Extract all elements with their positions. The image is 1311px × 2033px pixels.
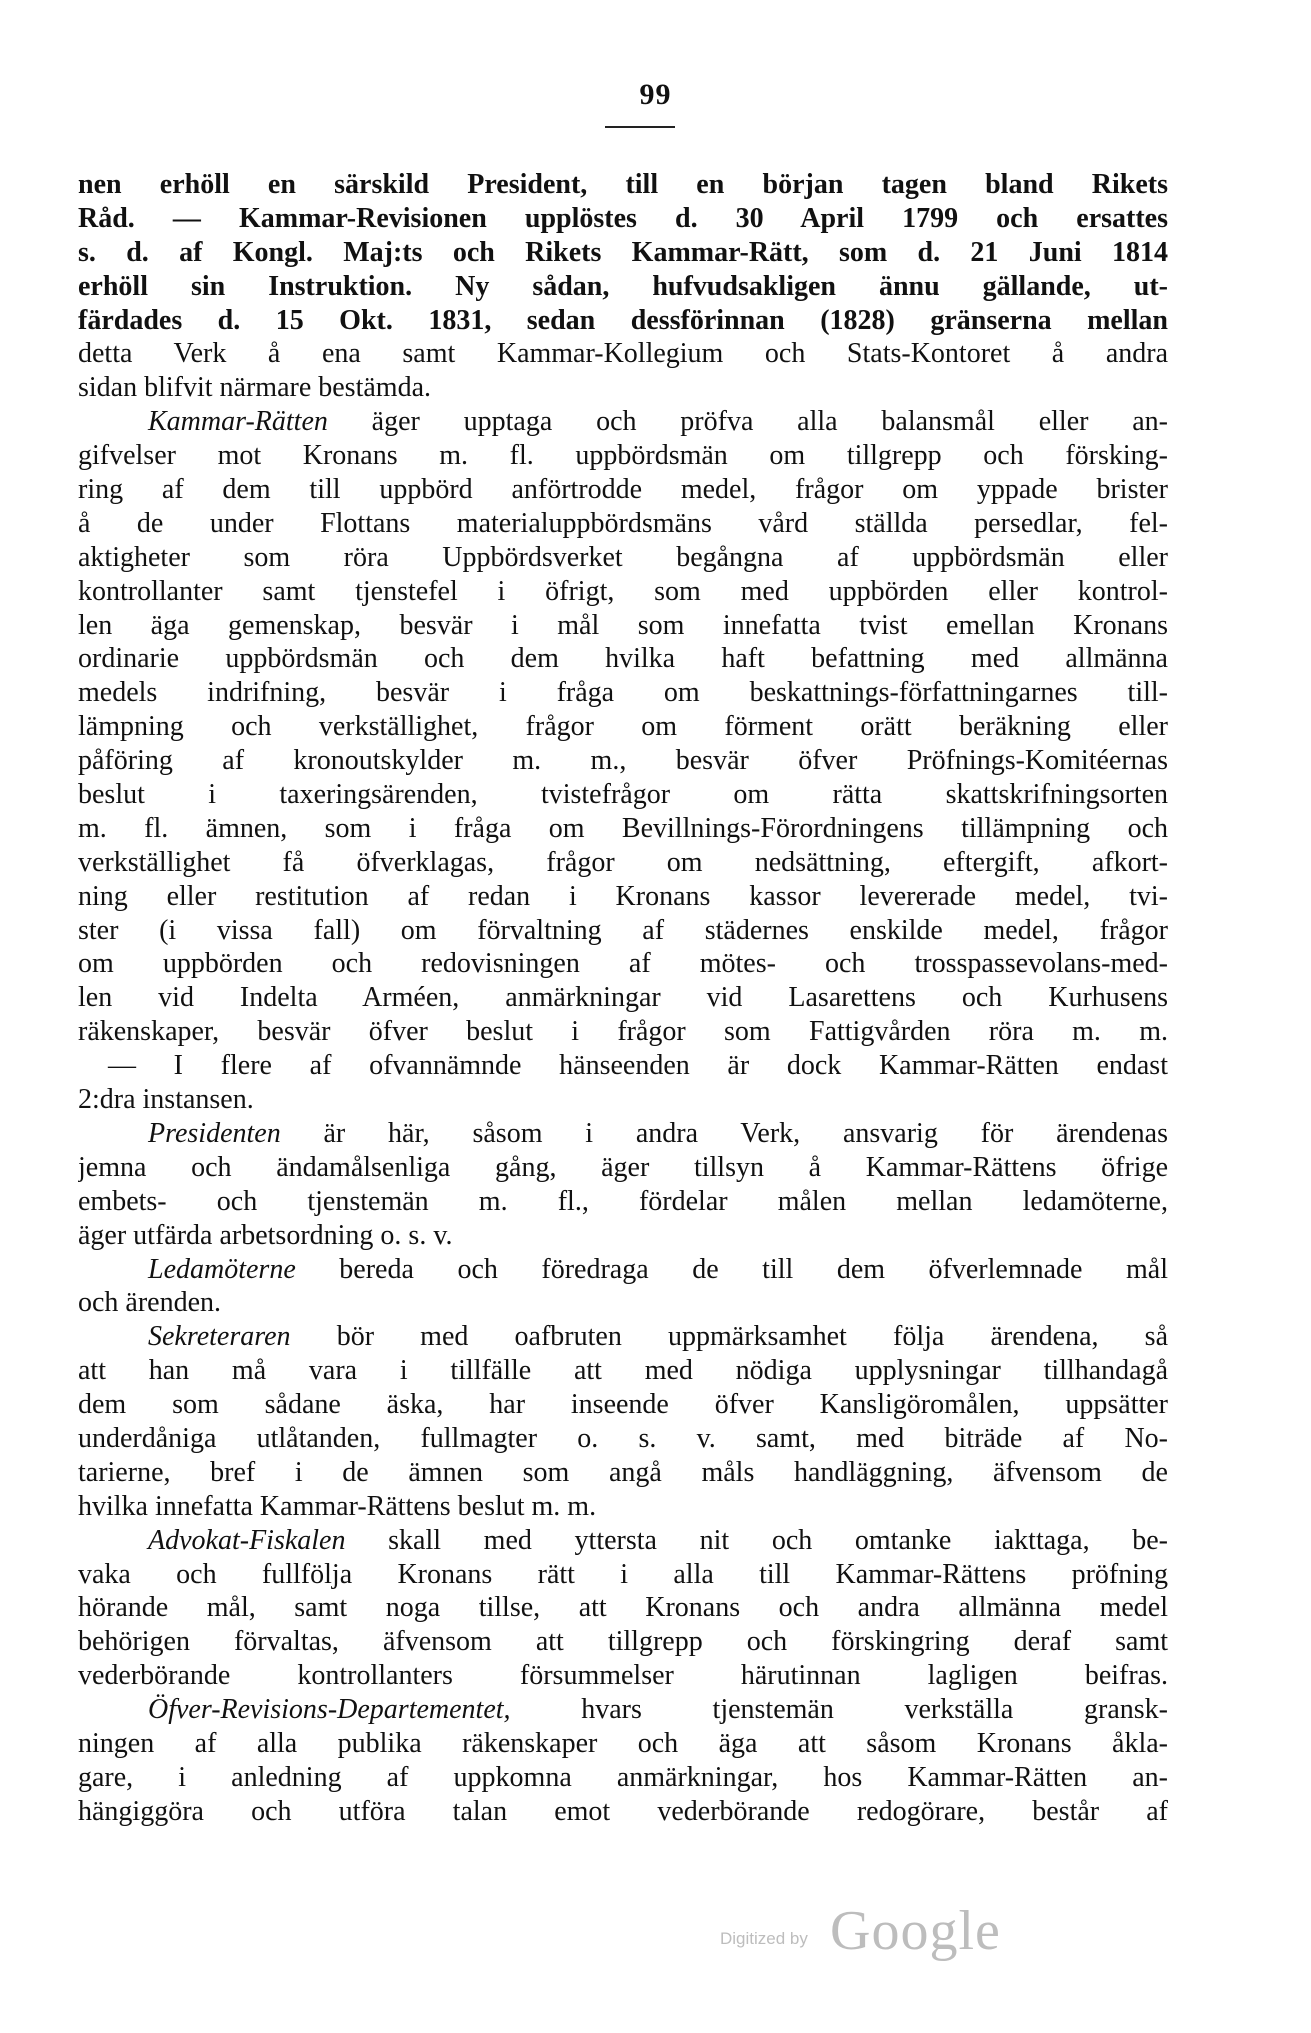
line-text: att han må vara i tillfälle att med nödiga upplysningar tillhandagå	[78, 1355, 1168, 1387]
text-line	[78, 1185, 1168, 1219]
text-line	[78, 304, 1168, 338]
text-line	[78, 846, 1168, 880]
line-text: medels indrifning, besvär i fråga om beskattnings-författningarnes till-	[78, 677, 1168, 709]
line-text: är här, såsom i andra Verk, ansvarig för ärendenas	[280, 1117, 1168, 1149]
text-line	[78, 1253, 1168, 1287]
text-line	[78, 1354, 1168, 1388]
line-text: dem som sådane äska, har inseende öfver Kansligöromålen, uppsätter	[78, 1389, 1168, 1421]
text-line	[78, 439, 1168, 473]
header-rule	[605, 126, 675, 128]
line-text: len vid Indelta Arméen, anmärkningar vid Lasarettens och Kurhusens	[78, 982, 1168, 1014]
line-text: hörande mål, samt noga tillse, att Kronans och andra allmänna medel	[78, 1592, 1168, 1624]
text-line	[78, 1015, 1168, 1049]
text-line	[78, 371, 1168, 405]
text-line	[78, 1117, 1168, 1151]
line-text: detta Verk å ena samt Kammar-Kollegium och Stats-Kontoret å andra	[78, 338, 1168, 370]
line-text: ster (i vissa fall) om förvaltning af städernes enskilde medel, frågor	[78, 914, 1168, 946]
line-text: skall med yttersta nit och omtanke iakttaga, be-	[345, 1524, 1168, 1556]
line-text: embets- och tjenstemän m. fl., fördelar målen mellan ledamöterne,	[78, 1185, 1168, 1217]
text-line	[78, 710, 1168, 744]
text-line	[78, 575, 1168, 609]
text-line	[78, 270, 1168, 304]
line-text: påföring af kronoutskylder m. m., besvär öfver Pröfnings-Komitéernas	[78, 745, 1168, 777]
text-line	[78, 405, 1168, 439]
line-text: ningen af alla publika räkenskaper och äga att såsom Kronans åkla-	[78, 1727, 1168, 1759]
digitized-watermark	[720, 1900, 1100, 1963]
text-line	[78, 914, 1168, 948]
text-line	[78, 778, 1168, 812]
text-line	[78, 981, 1168, 1015]
text-line	[78, 1490, 1168, 1524]
line-text: om uppbörden och redovisningen af mötes- och trosspassevolans-med-	[78, 948, 1168, 980]
text-line	[78, 642, 1168, 676]
line-text: aktigheter som röra Uppbördsverket begångna af uppbördsmän eller	[78, 541, 1168, 573]
text-line	[78, 1320, 1168, 1354]
line-text: ning eller restitution af redan i Kronans kassor levererade medel, tvi-	[78, 880, 1168, 912]
text-line	[78, 1591, 1168, 1625]
line-text: äger upptaga och pröfva alla balansmål eller an-	[327, 406, 1168, 438]
text-line	[78, 609, 1168, 643]
line-text: räkenskaper, besvär öfver beslut i frågor som Fattigvården röra m. m.	[78, 1016, 1168, 1048]
text-line	[78, 812, 1168, 846]
line-text: vaka och fullfölja Kronans rätt i alla till Kammar-Rättens pröfning	[78, 1558, 1168, 1590]
text-line	[78, 1727, 1168, 1761]
line-text: sidan blifvit närmare bestämda.	[78, 372, 431, 404]
text-line	[78, 1558, 1168, 1592]
line-text: vederbörande kontrollanters försummelser härutinnan lagligen beifras.	[78, 1660, 1168, 1692]
text-line	[78, 676, 1168, 710]
line-text: behörigen förvaltas, äfvensom att tillgrepp och förskingring deraf samt	[78, 1626, 1168, 1658]
watermark-digitized-by: Digitized by	[720, 1929, 808, 1948]
line-text: lämpning och verkställighet, frågor om förment orätt beräkning eller	[78, 711, 1168, 743]
line-text: gare, i anledning af uppkomna anmärkningar, hos Kammar-Rätten an-	[78, 1761, 1168, 1793]
line-text: hvilka innefatta Kammar-Rättens beslut m. m.	[78, 1490, 597, 1522]
line-text: erhöll sin Instruktion. Ny sådan, hufvudsakligen ännu gällande, ut-	[78, 270, 1168, 302]
text-line	[78, 1659, 1168, 1693]
text-line	[78, 1693, 1168, 1727]
line-text: 2:dra instansen.	[78, 1084, 254, 1116]
text-line	[78, 1625, 1168, 1659]
text-line	[78, 1456, 1168, 1490]
line-text: äger utfärda arbetsordning o. s. v.	[78, 1219, 453, 1251]
line-text: jemna och ändamålsenliga gång, äger tillsyn å Kammar-Rättens öfrige	[78, 1151, 1168, 1183]
text-line	[78, 1219, 1168, 1253]
line-text: — I flere af ofvannämnde hänseenden är dock Kammar-Rätten endast	[108, 1050, 1168, 1082]
line-text: å de under Flottans materialuppbördsmäns vård ställda persedlar, fel-	[78, 507, 1168, 539]
text-line	[78, 1286, 1168, 1320]
line-text: bereda och föredraga de till dem öfverlemnade mål	[295, 1253, 1168, 1285]
text-line	[78, 541, 1168, 575]
line-text: nen erhöll en särskild President, till en början tagen bland Rikets	[78, 169, 1168, 200]
text-line	[78, 1049, 1168, 1083]
text-line	[78, 507, 1168, 541]
line-text: hvars tjenstemän verkställa gransk-	[510, 1694, 1168, 1726]
line-text: len äga gemenskap, besvär i mål som innefatta tvist emellan Kronans	[78, 609, 1168, 641]
line-text: beslut i taxeringsärenden, tvistefrågor om rätta skattskrifningsorten	[78, 779, 1168, 811]
text-line	[78, 168, 1168, 202]
paragraph-lead-term: Presidenten	[148, 1117, 281, 1149]
line-text: hängiggöra och utföra talan emot vederbörande redogörare, består af	[78, 1795, 1168, 1827]
line-text: bör med oafbruten uppmärksamhet följa ärendena, så	[290, 1321, 1168, 1353]
watermark-google-logo: Google	[830, 1900, 1001, 1962]
text-line	[78, 1761, 1168, 1795]
text-line	[78, 202, 1168, 236]
line-text: kontrollanter samt tjenstefel i öfrigt, som med uppbörden eller kontrol-	[78, 575, 1168, 607]
line-text: färdades d. 15 Okt. 1831, sedan dessförinnan (1828) gränserna mellan	[78, 304, 1168, 336]
line-text: ring af dem till uppbörd anförtrodde medel, frågor om yppade brister	[78, 474, 1168, 506]
text-line	[78, 1151, 1168, 1185]
line-text: gifvelser mot Kronans m. fl. uppbördsmän om tillgrepp och försking-	[78, 440, 1168, 472]
text-line	[78, 1795, 1168, 1829]
text-line	[78, 236, 1168, 270]
line-text: m. fl. ämnen, som i fråga om Bevillnings-Förordningens tillämpning och	[78, 812, 1168, 844]
text-line	[78, 337, 1168, 371]
text-line	[78, 744, 1168, 778]
line-text: s. d. af Kongl. Maj:ts och Rikets Kammar-Rätt, som d. 21 Juni 1814	[78, 236, 1168, 268]
line-text: tarierne, bref i de ämnen som angå måls handläggning, äfvensom de	[78, 1456, 1168, 1488]
text-line	[78, 947, 1168, 981]
text-line	[78, 1422, 1168, 1456]
paragraph-lead-term: Sekreteraren	[148, 1321, 291, 1353]
paragraph-lead-term: Advokat-Fiskalen	[148, 1524, 346, 1556]
paragraph-lead-term: Ledamöterne	[148, 1253, 296, 1285]
body-text	[78, 168, 1168, 1829]
text-line	[78, 473, 1168, 507]
line-text: och ärenden.	[78, 1287, 222, 1319]
paragraph-lead-term: Öfver-Revisions-Departementet,	[148, 1694, 511, 1726]
page-number: 99	[639, 78, 672, 111]
text-line	[78, 1524, 1168, 1558]
text-line	[78, 1388, 1168, 1422]
line-text: verkställighet få öfverklagas, frågor om nedsättning, eftergift, afkort-	[78, 846, 1168, 878]
text-line	[78, 880, 1168, 914]
text-line	[78, 1083, 1168, 1117]
line-text: ordinarie uppbördsmän och dem hvilka haft befattning med allmänna	[78, 643, 1168, 675]
paragraph-lead-term: Kammar-Rätten	[148, 406, 328, 438]
line-text: Råd. — Kammar-Revisionen upplöstes d. 30 April 1799 och ersattes	[78, 202, 1168, 234]
line-text: underdåniga utlåtanden, fullmagter o. s. v. samt, med biträde af No-	[78, 1422, 1168, 1454]
